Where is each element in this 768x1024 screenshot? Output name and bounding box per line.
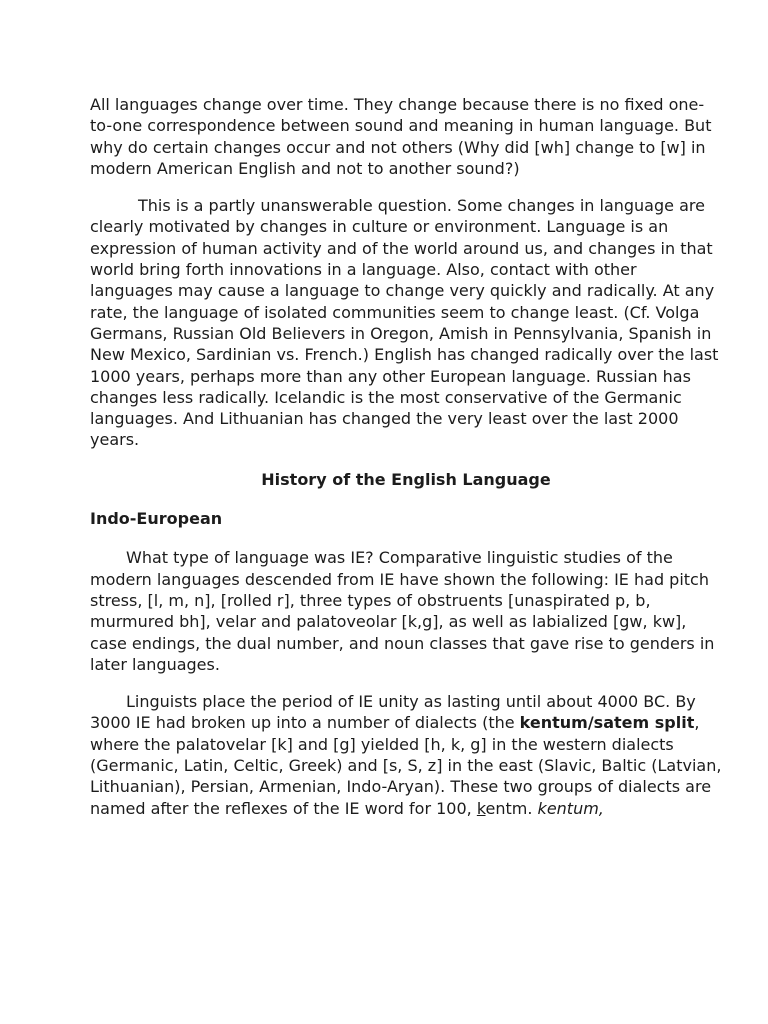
paragraph-text: entm. [485,798,538,818]
paragraph-text: , where the palatovelar [k] and [g] yielded [h, k, g] in the western dialects (Germanic, Latin, Celtic, Greek) and [s, S, z] in the east (Slavic, Baltic (Latvian, Lithuanian), Persian, Armenian, Indo-Aryan). These two groups of dialects are named after the reflexes of the IE word for 100, [90,713,722,818]
section-heading: Indo-European [90,509,223,529]
document-title: History of the English Language [261,469,551,489]
paragraph: What type of language was IE? Comparative linguistic studies of the modern languages descended from IE have shown the following: IE had pitch stress, [l, m, n], [rolled r], three types of obstruents [unaspirated p, b, murmured bh], velar and palatoveolar [k,g], as well as labialized [gw, kw], case endings, the dual number, and noun classes that gave rise to genders in later languages. [90,548,715,674]
paragraph-text: Linguists place the period of IE unity as lasting until about 4000 BC. By 3000 IE had broken up into a number of dialects (the [90,692,696,733]
italic-term: kentum, [537,798,604,818]
paragraph [90,691,722,819]
document-page [90,94,722,819]
paragraph: This is a partly unanswerable question. Some changes in language are clearly motivated by changes in culture or environment. Language is an expression of human activity and of the world around us, and changes in that world bring forth innovations in a language. Also, contact with other languages may cause a language to change very quickly and radically. At any rate, the language of isolated communities seem to change least. (Cf. Volga Germans, Russian Old Believers in Oregon, Amish in Pennsylvania, Spanish in New Mexico, Sardinian vs. French.) English has changed radically over the last 1000 years, perhaps more than any other European language. Russian has changes less radically. Icelandic is the most conservative of the Germanic languages. And Lithuanian has changed the very least over the last 2000 years. [90,196,719,450]
bold-term: kentum/satem split [519,713,695,733]
underlined-letter: k [476,798,486,818]
paragraph: All languages change over time. They change because there is no fixed one-to-one correspondence between sound and meaning in human language. But why do certain changes occur and not others (Why did [wh] change to [w] in modern American English and not to another sound?) [90,95,712,178]
